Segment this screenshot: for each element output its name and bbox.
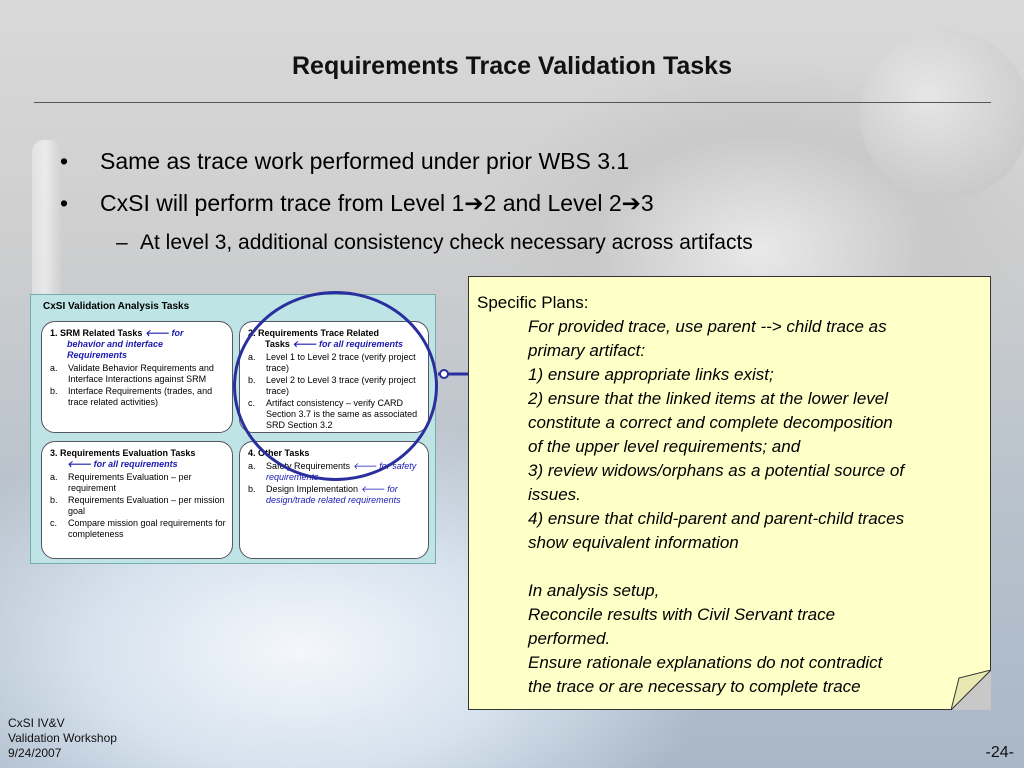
task-note: 🡐 for all requirements xyxy=(292,339,404,349)
task-item xyxy=(50,472,226,494)
folded-corner-icon xyxy=(951,670,991,710)
title-divider xyxy=(34,102,991,103)
task-note: 🡐 for xyxy=(144,328,184,338)
page-number: -24- xyxy=(985,744,1014,761)
task-note-line: Requirements xyxy=(67,350,128,360)
note-line: show equivalent information xyxy=(528,533,739,552)
item-letter: a. xyxy=(50,363,58,373)
item-text: Compare mission goal requirements for completeness xyxy=(68,518,226,539)
task-heading: 3. Requirements Evaluation Tasks xyxy=(50,448,196,458)
task-note-line: behavior and interface xyxy=(67,339,164,349)
item-letter: a. xyxy=(248,352,256,362)
sub-bullet-item xyxy=(60,228,960,258)
specific-plans-note xyxy=(468,276,991,710)
note-line: Reconcile results with Civil Servant trace xyxy=(528,605,836,624)
task-item-list xyxy=(50,472,226,540)
sub-bullet-marker: – xyxy=(116,231,128,254)
task-item-list xyxy=(50,363,226,408)
footer-date: 9/24/2007 xyxy=(8,746,62,760)
bullet-list xyxy=(60,144,960,258)
task-item xyxy=(50,518,226,540)
bullet-item xyxy=(60,144,960,186)
task-heading-text: 1. SRM Related Tasks xyxy=(50,328,143,338)
item-text: Level 2 to Level 3 trace (verify project trace) xyxy=(266,375,416,396)
task-heading: 4. Other Tasks xyxy=(248,448,310,458)
note-line xyxy=(528,555,990,579)
sub-bullet-text: At level 3, additional consistency check necessary across artifacts xyxy=(140,231,753,254)
item-letter: a. xyxy=(50,472,58,482)
footer-info xyxy=(8,716,117,761)
slide-title: Requirements Trace Validation Tasks xyxy=(292,52,732,80)
task-box-evaluation xyxy=(41,441,233,559)
item-letter: a. xyxy=(248,461,256,471)
note-line: Ensure rationale explanations do not contradict xyxy=(528,653,883,672)
item-letter: b. xyxy=(50,495,58,505)
note-line: the trace or are necessary to complete trace xyxy=(528,677,861,696)
task-note: 🡐 for all requirements xyxy=(67,459,178,469)
item-text: Design Implementation xyxy=(266,484,359,494)
diagram-title: CxSI Validation Analysis Tasks xyxy=(43,301,190,312)
task-heading-text: Tasks xyxy=(265,339,290,349)
task-item xyxy=(248,484,422,506)
item-letter: c. xyxy=(50,518,58,528)
footer-line: CxSI IV&V xyxy=(8,716,65,730)
item-text: Interface Requirements (trades, and trace related activities) xyxy=(68,386,213,407)
note-line: 4) ensure that child-parent and parent-child traces xyxy=(528,509,905,528)
item-letter: c. xyxy=(248,398,256,408)
item-text: Requirements Evaluation – per mission goal xyxy=(68,495,225,516)
note-line: of the upper level requirements; and xyxy=(528,437,801,456)
item-text: Requirements Evaluation – per requirement xyxy=(68,472,192,493)
task-item xyxy=(50,386,226,408)
task-item xyxy=(50,363,226,385)
item-text: Level 1 to Level 2 trace (verify project trace) xyxy=(266,352,416,373)
bullet-item xyxy=(60,186,960,228)
item-text: Artifact consistency – verify CARD Section 3.7 is the same as associated SRD Section 3.2 xyxy=(266,398,418,430)
task-heading: 2. Requirements Trace Related xyxy=(248,328,380,338)
item-letter: b. xyxy=(248,375,256,385)
note-line: primary artifact: xyxy=(528,341,646,360)
note-line: constitute a correct and complete decomposition xyxy=(528,413,893,432)
item-note: 🡐 for safety requirements xyxy=(266,461,417,482)
bullet-text: Same as trace work performed under prior WBS 3.1 xyxy=(100,148,630,174)
note-heading: Specific Plans: xyxy=(477,293,589,312)
item-letter: b. xyxy=(248,484,256,494)
highlight-ellipse xyxy=(233,291,438,481)
note-line: For provided trace, use parent --> child trace as xyxy=(528,317,887,336)
note-line: 3) review widows/orphans as a potential source of xyxy=(528,461,905,480)
bullet-marker: • xyxy=(60,148,69,174)
item-letter: b. xyxy=(50,386,58,396)
bullet-text: CxSI will perform trace from Level 1➔2 and Level 2➔3 xyxy=(100,190,654,216)
note-line: In analysis setup, xyxy=(528,581,660,600)
note-line: performed. xyxy=(528,629,611,648)
item-note: 🡐 for design/trade related requirements xyxy=(266,484,401,505)
note-line: 1) ensure appropriate links exist; xyxy=(528,365,774,384)
bullet-marker: • xyxy=(60,190,69,216)
note-line: issues. xyxy=(528,485,581,504)
note-lines xyxy=(528,315,990,699)
note-line: 2) ensure that the linked items at the lower level xyxy=(528,389,889,408)
task-heading xyxy=(50,328,226,339)
item-text: Safety Requirements xyxy=(266,461,351,471)
footer-line: Validation Workshop xyxy=(8,731,117,745)
task-box-srm xyxy=(41,321,233,433)
connector-arrow-icon xyxy=(438,368,470,380)
task-item xyxy=(50,495,226,517)
item-text: Validate Behavior Requirements and Interface Interactions against SRM xyxy=(68,363,214,384)
